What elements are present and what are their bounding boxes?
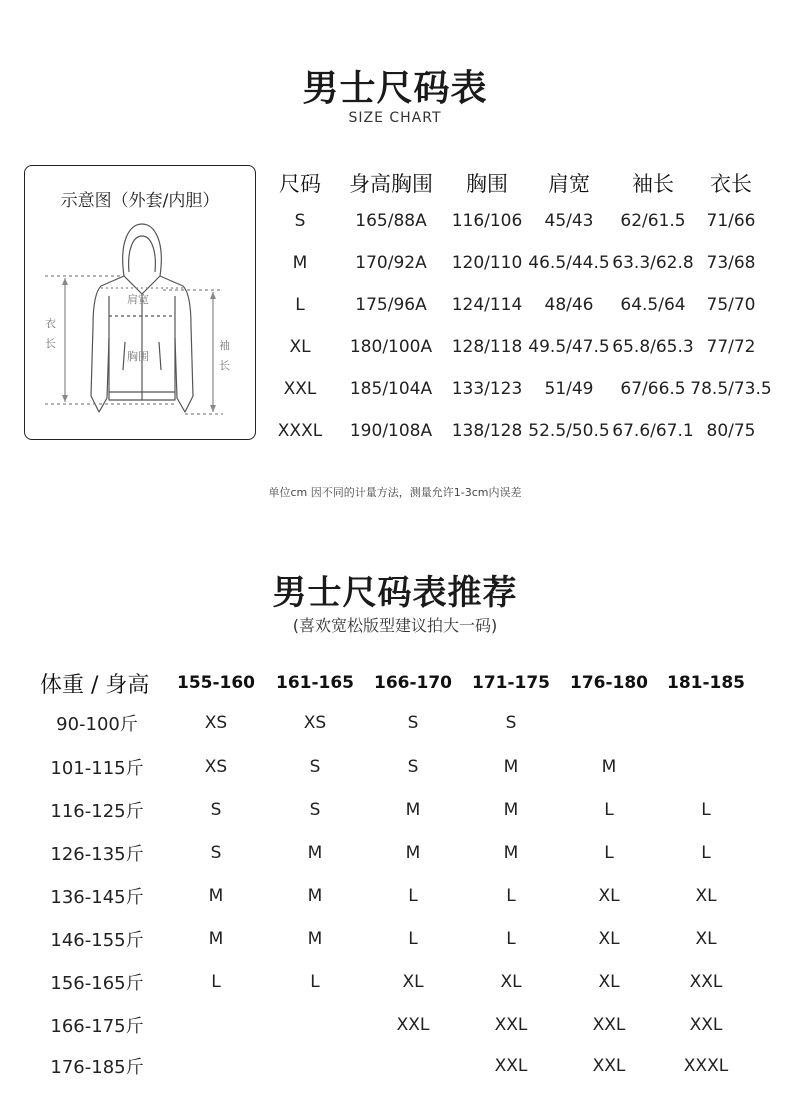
recommended-size-cell: XL xyxy=(598,886,620,906)
recommended-size-cell: M xyxy=(307,929,323,949)
height-header: 161-165 xyxy=(275,673,355,693)
size-label-cell: M xyxy=(292,253,308,273)
recommended-size-cell: S xyxy=(210,843,222,863)
size-table-cell: 133/123 xyxy=(451,379,523,399)
recommended-size-cell: M xyxy=(503,757,519,777)
size-table-cell: 49.5/47.5 xyxy=(528,337,610,357)
size-table-cell: 180/100A xyxy=(349,337,433,357)
recommended-size-cell: M xyxy=(307,843,323,863)
recommended-size-cell: L xyxy=(604,800,614,820)
size-table-cell: 77/72 xyxy=(706,337,756,357)
size-table-cell: 78.5/73.5 xyxy=(690,379,772,399)
height-header: 176-180 xyxy=(569,673,649,693)
size-table-cell: 138/128 xyxy=(451,421,523,441)
height-header: 166-170 xyxy=(373,673,453,693)
recommended-size-cell: S xyxy=(407,713,419,733)
recommended-size-cell: L xyxy=(701,843,711,863)
recommended-size-cell: XXXL xyxy=(683,1056,729,1076)
weight-label: 146-155斤 xyxy=(50,930,144,951)
label-length: 衣长 xyxy=(45,317,56,350)
recommended-size-cell: XL xyxy=(695,886,717,906)
size-table-cell: 65.8/65.3 xyxy=(612,337,694,357)
size-table-cell: 120/110 xyxy=(451,253,523,273)
size-table-cell: 170/92A xyxy=(355,253,427,273)
size-table-cell: 46.5/44.5 xyxy=(528,253,610,273)
recommended-size-cell: XS xyxy=(303,713,327,733)
recommendation-title: 男士尺码表推荐 xyxy=(272,573,518,613)
recommended-size-cell: L xyxy=(211,972,221,992)
recommended-size-cell: XL xyxy=(402,972,424,992)
label-sleeve: 袖长 xyxy=(219,339,230,372)
recommended-size-cell: XXL xyxy=(689,1015,723,1035)
recommended-size-cell: XXL xyxy=(592,1056,626,1076)
recommended-size-cell: M xyxy=(503,843,519,863)
garment-diagram xyxy=(24,165,256,440)
height-header: 181-185 xyxy=(666,673,746,693)
recommended-size-cell: M xyxy=(601,757,617,777)
size-table-cell: 185/104A xyxy=(349,379,433,399)
recommended-size-cell: L xyxy=(506,929,516,949)
weight-label: 90-100斤 xyxy=(56,714,138,735)
recommended-size-cell: XXL xyxy=(396,1015,430,1035)
size-table-cell: 62/61.5 xyxy=(620,211,686,231)
size-table-cell: 63.3/62.8 xyxy=(612,253,694,273)
recommended-size-cell: L xyxy=(408,929,418,949)
recommended-size-cell: S xyxy=(407,757,419,777)
label-chest: 胸围 xyxy=(127,350,149,363)
recommended-size-cell: XL xyxy=(500,972,522,992)
recommended-size-cell: S xyxy=(505,713,517,733)
weight-height-corner-label: 体重 / 身高 xyxy=(40,673,150,698)
size-table-cell: 67/66.5 xyxy=(620,379,686,399)
label-shoulder: 肩宽 xyxy=(127,293,149,306)
size-table-cell: 80/75 xyxy=(706,421,756,441)
size-label-cell: XXL xyxy=(283,379,317,399)
recommended-size-cell: M xyxy=(208,929,224,949)
recommended-size-cell: XXL xyxy=(494,1015,528,1035)
recommended-size-cell: L xyxy=(310,972,320,992)
weight-label: 126-135斤 xyxy=(50,844,144,865)
size-label-cell: L xyxy=(295,295,305,315)
col-header-height-chest: 身高胸围 xyxy=(349,172,433,196)
size-table-cell: 75/70 xyxy=(706,295,756,315)
size-table-cell: 124/114 xyxy=(451,295,523,315)
recommended-size-cell: S xyxy=(309,757,321,777)
size-table-cell: 48/46 xyxy=(544,295,594,315)
col-header-size: 尺码 xyxy=(279,172,321,196)
size-label-cell: S xyxy=(294,211,306,231)
recommended-size-cell: XL xyxy=(695,929,717,949)
recommended-size-cell: XXL xyxy=(689,972,723,992)
recommended-size-cell: XS xyxy=(204,713,228,733)
recommendation-subtitle: (喜欢宽松版型建议拍大一码) xyxy=(292,616,498,635)
recommended-size-cell: M xyxy=(405,843,421,863)
recommended-size-cell: M xyxy=(307,886,323,906)
size-table-cell: 67.6/67.1 xyxy=(612,421,694,441)
recommended-size-cell: S xyxy=(309,800,321,820)
height-header: 155-160 xyxy=(176,673,256,693)
size-table-cell: 116/106 xyxy=(451,211,523,231)
recommended-size-cell: XL xyxy=(598,929,620,949)
recommended-size-cell: XS xyxy=(204,757,228,777)
size-table-cell: 73/68 xyxy=(706,253,756,273)
size-table-cell: 71/66 xyxy=(706,211,756,231)
size-table-cell: 52.5/50.5 xyxy=(528,421,610,441)
recommended-size-cell: XXL xyxy=(494,1056,528,1076)
weight-label: 156-165斤 xyxy=(50,973,144,994)
weight-label: 176-185斤 xyxy=(50,1057,144,1078)
size-table-cell: 175/96A xyxy=(355,295,427,315)
size-table-cell: 128/118 xyxy=(451,337,523,357)
size-table-cell: 51/49 xyxy=(544,379,594,399)
measurement-note: 单位cm 因不同的计量方法，测量允许1-3cm内误差 xyxy=(268,486,522,499)
recommended-size-cell: S xyxy=(210,800,222,820)
col-header-length: 衣长 xyxy=(710,172,752,196)
recommended-size-cell: XL xyxy=(598,972,620,992)
size-label-cell: XL xyxy=(289,337,311,357)
size-table-cell: 64.5/64 xyxy=(620,295,686,315)
weight-label: 116-125斤 xyxy=(50,801,144,822)
size-label-cell: XXXL xyxy=(277,421,323,441)
size-chart-subtitle: SIZE CHART xyxy=(348,110,442,126)
weight-label: 166-175斤 xyxy=(50,1016,144,1037)
col-header-chest: 胸围 xyxy=(466,172,508,196)
recommended-size-cell: M xyxy=(503,800,519,820)
recommended-size-cell: L xyxy=(506,886,516,906)
recommended-size-cell: M xyxy=(405,800,421,820)
weight-label: 136-145斤 xyxy=(50,887,144,908)
diagram-caption: 示意图（外套/内胆） xyxy=(60,191,220,211)
recommended-size-cell: L xyxy=(701,800,711,820)
col-header-sleeve: 袖长 xyxy=(632,172,674,196)
weight-label: 101-115斤 xyxy=(50,758,144,779)
col-header-shoulder: 肩宽 xyxy=(548,172,590,196)
recommended-size-cell: L xyxy=(408,886,418,906)
size-table-cell: 190/108A xyxy=(349,421,433,441)
height-header: 171-175 xyxy=(471,673,551,693)
recommended-size-cell: M xyxy=(208,886,224,906)
recommended-size-cell: XXL xyxy=(592,1015,626,1035)
size-table-cell: 45/43 xyxy=(544,211,594,231)
size-table-cell: 165/88A xyxy=(355,211,427,231)
recommended-size-cell: L xyxy=(604,843,614,863)
size-chart-title: 男士尺码表 xyxy=(302,68,488,109)
